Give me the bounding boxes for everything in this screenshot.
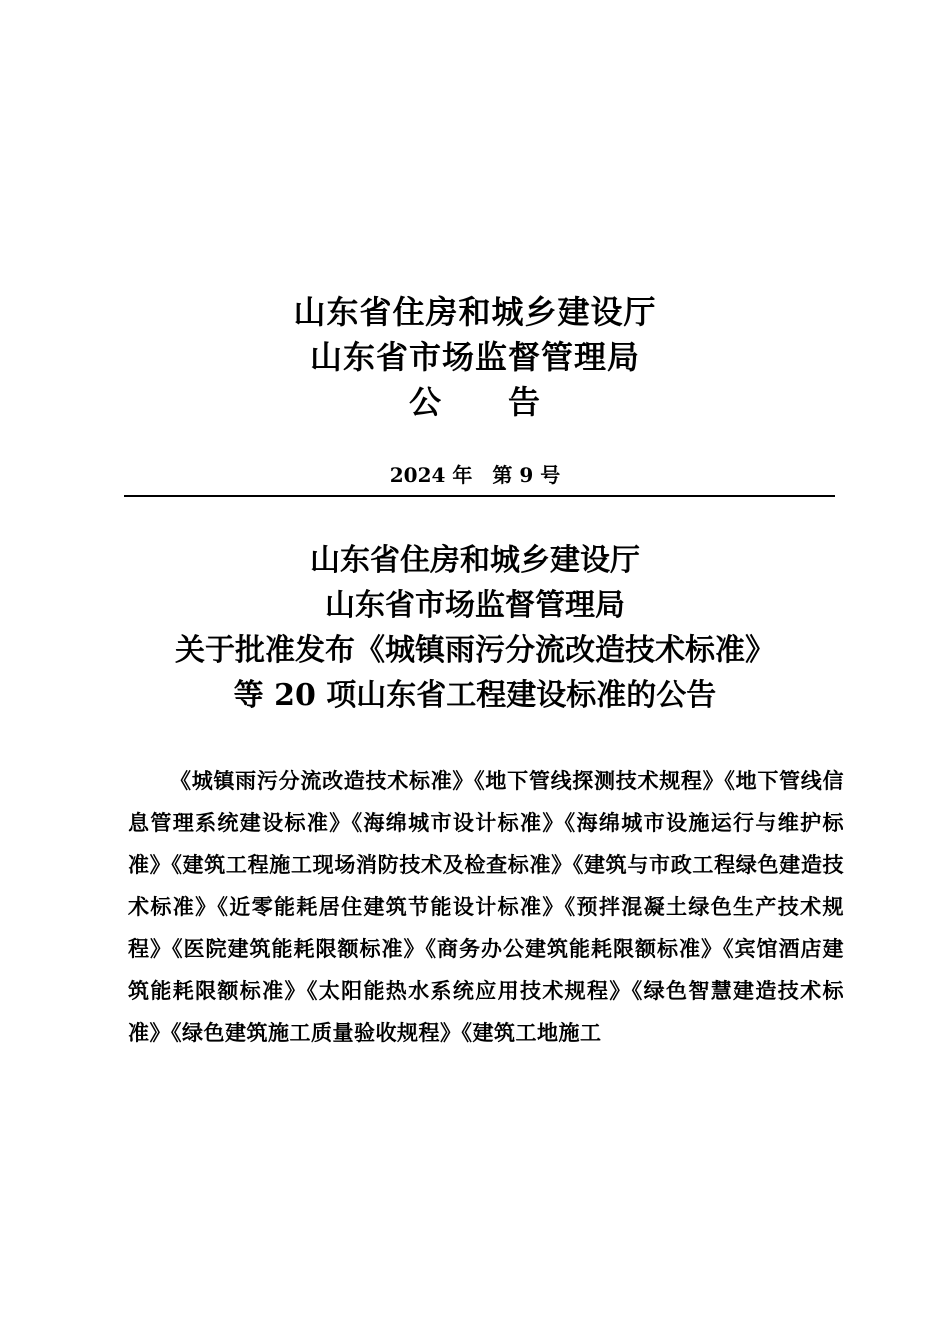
title-line-4: 等 20 项山东省工程建设标准的公告 (233, 678, 717, 713)
body-paragraph: 《城镇雨污分流改造技术标准》《地下管线探测技术规程》《地下管线信息管理系统建设标准》《海绵城市设计标准》《海绵城市设施运行与维护标准》《建筑工程施工现场消防技术及检查标准》《建筑与市政工程绿色建造技术标准》《近零能耗居住建筑节能设计标准》《预拌混凝土绿色生产技术规程》《医院建筑能耗限额标准》《商务办公建筑能耗限额标准》《宾馆酒店建筑能耗限额标准》《太阳能热水系统应用技术规程》《绿色智慧建造技术标准》《绿色建筑施工质量验收规程》《建筑工地施工 (128, 768, 844, 1045)
notice-heading: 公 告 (408, 383, 541, 421)
issuer-header (0, 290, 950, 425)
announcement-title (0, 538, 950, 718)
header-divider (124, 495, 835, 497)
title-line-3: 关于批准发布《城镇雨污分流改造技术标准》 (175, 633, 775, 668)
document-number: 2024 年 第 9 号 (389, 463, 561, 487)
title-line-1: 山东省住房和城乡建设厅 (310, 543, 640, 578)
title-line-2: 山东省市场监督管理局 (325, 588, 625, 623)
issuer-line-housing-department: 山东省住房和城乡建设厅 (293, 293, 657, 331)
issuer-line-market-supervision: 山东省市场监督管理局 (309, 338, 640, 376)
